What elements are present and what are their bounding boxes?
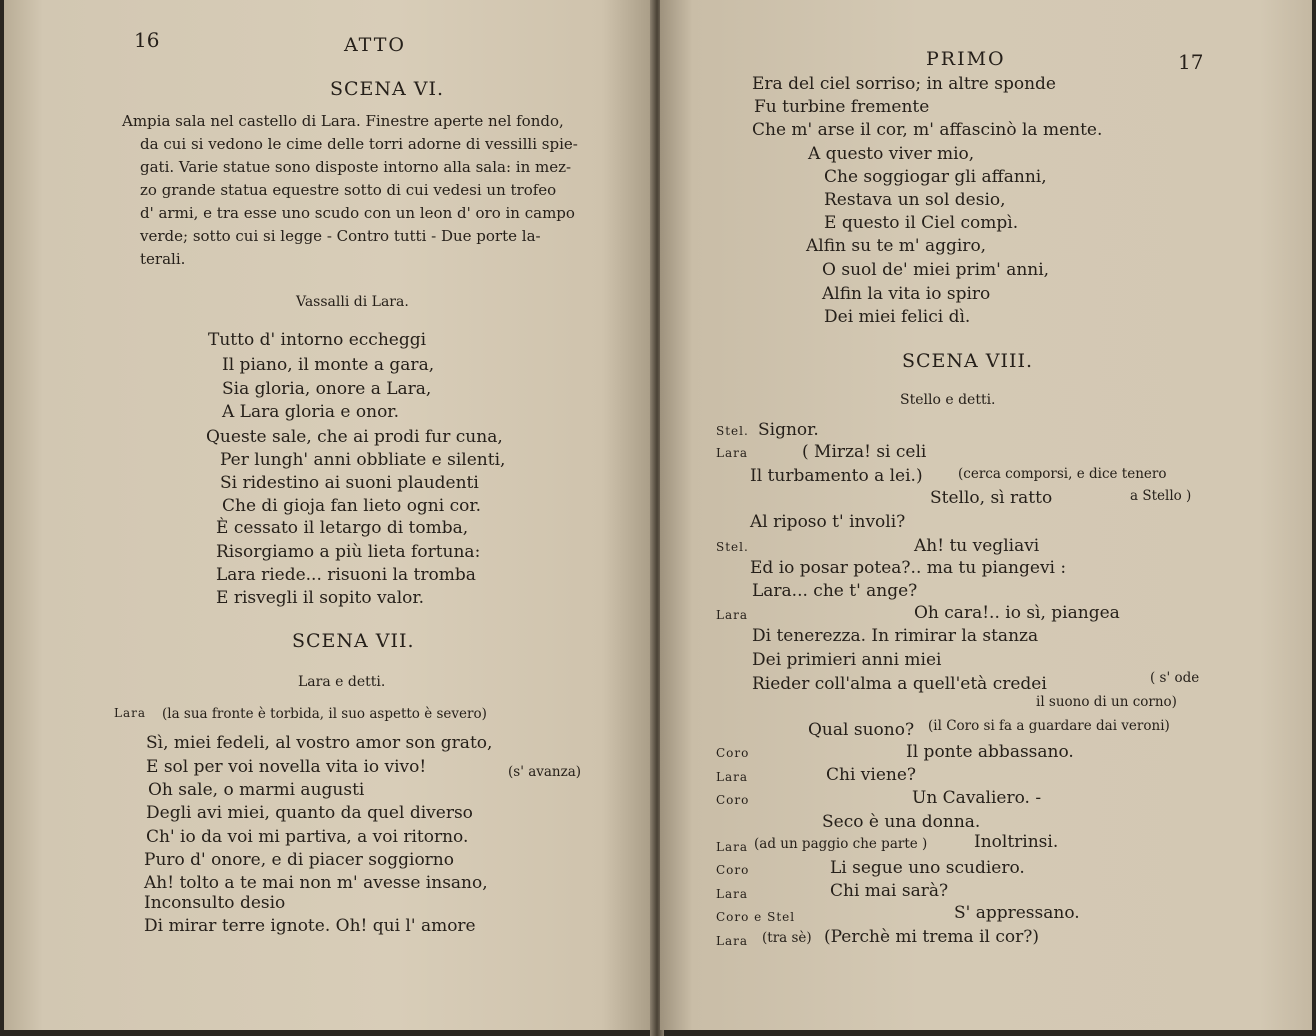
speaker-lara: Lara <box>114 706 147 720</box>
speaker-lara: Lara <box>716 608 749 622</box>
verse-line: Lara riede... risuoni la tromba <box>216 565 476 585</box>
verse-line: Oh sale, o marmi augusti <box>148 780 365 800</box>
stage-direction: (tra sè) <box>762 930 812 946</box>
dialogue-line: Un Cavaliero. - <box>912 788 1042 808</box>
speaker-lara: Lara <box>716 887 749 901</box>
speaker-stello: Stel. <box>716 424 749 438</box>
verse-line: E risvegli il sopito valor. <box>216 588 425 608</box>
page-number-left: 16 <box>134 28 160 52</box>
verse-line: Fu turbine fremente <box>754 97 930 117</box>
description-line: verde; sotto cui si legge - Contro tutti - Due porte la- <box>140 227 541 245</box>
dialogue-line: Di tenerezza. In rimirar la stanza <box>752 626 1039 646</box>
description-line: gati. Varie statue sono disposte intorno alla sala: in mez- <box>140 158 572 176</box>
dialogue-line: Il ponte abbassano. <box>906 742 1074 762</box>
verse-line: Alfin la vita io spiro <box>822 284 991 304</box>
speaker-coro: Coro <box>716 793 750 807</box>
verse-line: Che di gioja fan lieto ogni cor. <box>222 496 482 516</box>
description-line: zo grande statua equestre sotto di cui vedesi un trofeo <box>140 181 557 199</box>
verse-line: Di mirar terre ignote. Oh! qui l' amore <box>144 916 476 936</box>
verse-line: Per lungh' anni obbliate e silenti, <box>220 450 506 470</box>
description-line: da cui si vedono le cime delle torri adorne di vessilli spie- <box>140 135 578 153</box>
stage-direction: ( s' ode <box>1150 670 1200 686</box>
left-page <box>4 0 654 1030</box>
dialogue-line: Stello, sì ratto <box>930 488 1053 508</box>
verse-line: Degli avi miei, quanto da quel diverso <box>146 803 473 823</box>
speaker-coro-stello: Coro e Stel <box>716 910 796 924</box>
running-head-left: ATTO <box>344 34 406 56</box>
dialogue-line: Il turbamento a lei.) <box>750 466 923 486</box>
right-page <box>660 0 1312 1030</box>
scene-8-title: SCENA VIII. <box>902 350 1034 372</box>
verse-line: Restava un sol desio, <box>824 190 1006 210</box>
dialogue-line: ( Mirza! si celi <box>802 442 927 462</box>
dialogue-line: Chi viene? <box>826 765 917 785</box>
scene-6-cast: Vassalli di Lara. <box>296 294 409 310</box>
verse-line: O suol de' miei prim' anni, <box>822 260 1050 280</box>
aside-direction: (s' avanza) <box>508 764 582 780</box>
verse-line: Si ridestino ai suoni plaudenti <box>220 473 479 493</box>
stage-direction: (il Coro si fa a guardare dai veroni) <box>928 718 1170 734</box>
dialogue-line: Ed io posar potea?.. ma tu piangevi : <box>750 558 1067 578</box>
verse-line: Ah! tolto a te mai non m' avesse insano, <box>144 873 488 893</box>
dialogue-line: Qual suono? <box>808 720 915 740</box>
verse-line: Ch' io da voi mi partiva, a voi ritorno. <box>146 827 469 847</box>
verse-line: A questo viver mio, <box>808 144 975 164</box>
verse-line: Alfin su te m' aggiro, <box>806 236 987 256</box>
speaker-lara: Lara <box>716 934 749 948</box>
verse-line: Queste sale, che ai prodi fur cuna, <box>206 427 503 447</box>
stage-direction: (la sua fronte è torbida, il suo aspetto è severo) <box>162 706 487 722</box>
scene-7-cast: Lara e detti. <box>298 674 386 690</box>
scene-7-title: SCENA VII. <box>292 630 415 652</box>
dialogue-line: Li segue uno scudiero. <box>830 858 1025 878</box>
dialogue-line: (Perchè mi trema il cor?) <box>824 927 1039 947</box>
verse-line: È cessato il letargo di tomba, <box>216 518 469 538</box>
stage-direction: il suono di un corno) <box>1036 694 1177 710</box>
speaker-lara: Lara <box>716 446 749 460</box>
verse-line: Tutto d' intorno eccheggi <box>208 330 427 350</box>
verse-line: Inconsulto desio <box>144 893 286 913</box>
dialogue-line: Oh cara!.. io sì, piangea <box>914 603 1120 623</box>
description-line: Ampia sala nel castello di Lara. Finestre aperte nel fondo, <box>122 112 564 130</box>
scene-8-cast: Stello e detti. <box>900 392 996 408</box>
speaker-lara: Lara <box>716 770 749 784</box>
verse-line: Dei miei felici dì. <box>824 307 971 327</box>
speaker-coro: Coro <box>716 746 750 760</box>
dialogue-line: Dei primieri anni miei <box>752 650 942 670</box>
dialogue-line: Inoltrinsi. <box>974 832 1059 852</box>
dialogue-line: Rieder coll'alma a quell'età credei <box>752 674 1047 694</box>
verse-line: Risorgiamo a più lieta fortuna: <box>216 542 481 562</box>
speaker-lara: Lara <box>716 840 749 854</box>
dialogue-line: S' appressano. <box>954 903 1080 923</box>
verse-line: Che m' arse il cor, m' affascinò la mente. <box>752 120 1103 140</box>
verse-line: Sia gloria, onore a Lara, <box>222 379 432 399</box>
description-line: terali. <box>140 250 186 268</box>
description-line: d' armi, e tra esse uno scudo con un leon d' oro in campo <box>140 204 575 222</box>
verse-line: Che soggiogar gli affanni, <box>824 167 1047 187</box>
stage-direction: a Stello ) <box>1130 488 1192 504</box>
dialogue-line: Ah! tu vegliavi <box>914 536 1040 556</box>
dialogue-line: Signor. <box>758 420 819 440</box>
verse-line: Il piano, il monte a gara, <box>222 355 435 375</box>
verse-line: A Lara gloria e onor. <box>222 402 399 422</box>
verse-line: E questo il Ciel compì. <box>824 213 1019 233</box>
dialogue-line: Seco è una donna. <box>822 812 981 832</box>
speaker-coro: Coro <box>716 863 750 877</box>
verse-line: E sol per voi novella vita io vivo! <box>146 757 427 777</box>
page-number-right: 17 <box>1178 50 1204 74</box>
dialogue-line: Al riposo t' involi? <box>750 512 906 532</box>
stage-direction: (cerca comporsi, e dice tenero <box>958 466 1167 482</box>
verse-line: Puro d' onore, e di piacer soggiorno <box>144 850 454 870</box>
verse-line: Sì, miei fedeli, al vostro amor son grato, <box>146 733 493 753</box>
dialogue-line: Lara... che t' ange? <box>752 581 918 601</box>
dialogue-line: Chi mai sarà? <box>830 881 949 901</box>
stage-direction: (ad un paggio che parte ) <box>754 836 928 852</box>
scene-6-title: SCENA VI. <box>330 78 445 100</box>
running-head-right: PRIMO <box>926 48 1006 70</box>
speaker-stello: Stel. <box>716 540 749 554</box>
verse-line: Era del ciel sorriso; in altre sponde <box>752 74 1056 94</box>
